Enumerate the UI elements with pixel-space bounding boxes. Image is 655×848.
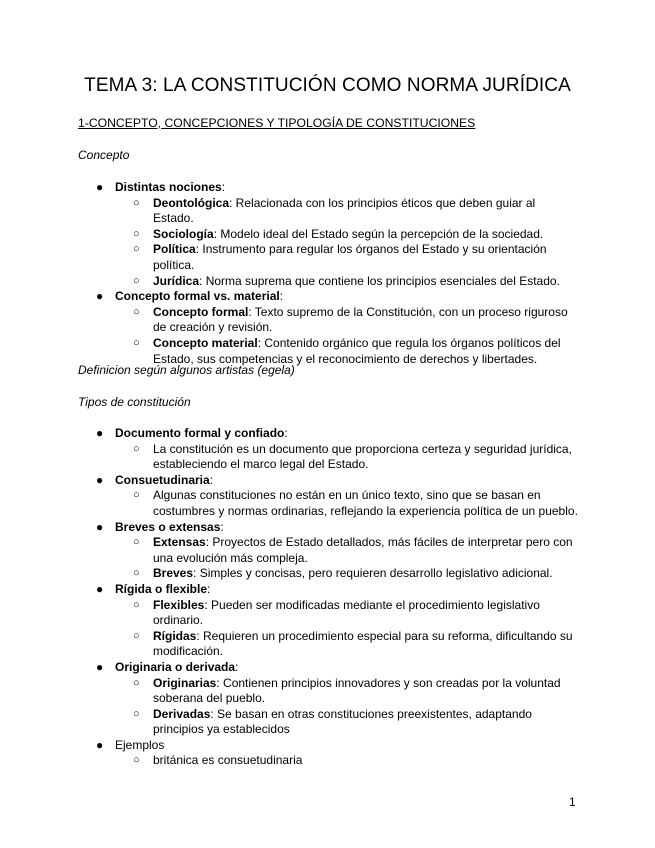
- list-item: [0, 520, 590, 582]
- list-item: [0, 289, 590, 367]
- item-label: Concepto material: [153, 335, 258, 350]
- hollow-bullet-icon: ○: [133, 196, 140, 209]
- item-text: :: [221, 180, 226, 194]
- list-item: [115, 442, 578, 473]
- list-item: [115, 629, 578, 660]
- hollow-bullet-icon: ○: [133, 243, 140, 256]
- hollow-bullet-icon: ○: [133, 274, 140, 287]
- bullet-icon: ●: [96, 289, 104, 304]
- hollow-bullet-icon: ○: [133, 567, 140, 580]
- item-label: Originarias: [153, 675, 217, 690]
- list-item: [0, 660, 590, 738]
- item-text: : Contenido orgánico que regula los órganos políticos del Estado, sus competencias y el reconocimiento de derechos y libertades.: [153, 335, 561, 366]
- sublist: [115, 196, 590, 290]
- list-item: [115, 707, 578, 738]
- item-text: :: [235, 659, 239, 674]
- item-text: :: [207, 581, 211, 596]
- item-text: Ejemplos: [115, 737, 165, 752]
- item-text: : Requieren un procedimiento especial para su reforma, dificultando su modificación.: [153, 628, 573, 659]
- list-item: [115, 227, 578, 243]
- hollow-bullet-icon: ○: [133, 489, 140, 502]
- item-text: La constitución es un documento que proporciona certeza y seguridad jurídica, estableciendo el marco legal del Estado.: [153, 441, 572, 472]
- item-label: Derivadas: [153, 706, 211, 721]
- item-label: Documento formal y confiado: [115, 426, 285, 440]
- item-label: Deontológica: [153, 195, 230, 210]
- hollow-bullet-icon: ○: [133, 629, 140, 642]
- item-text: : Modelo ideal del Estado según la percepción de la sociedad.: [213, 226, 544, 241]
- item-label: Jurídica: [153, 273, 200, 288]
- hollow-bullet-icon: ○: [133, 754, 140, 767]
- item-label: Sociología: [153, 226, 214, 241]
- hollow-bullet-icon: ○: [133, 598, 140, 611]
- list-item: [115, 488, 578, 519]
- item-label: Rígida o flexible: [115, 581, 208, 596]
- list-item: [0, 473, 590, 520]
- item-text: : Pueden ser modificadas mediante el procedimiento legislativo ordinario.: [153, 597, 540, 628]
- item-label: Flexibles: [153, 597, 205, 612]
- bullet-icon: ●: [96, 426, 104, 440]
- subheading-definicion: Definicion según algunos artistas (egela): [78, 363, 295, 377]
- section-heading: 1-CONCEPTO, CONCEPCIONES Y TIPOLOGÍA DE CONSTITUCIONES: [78, 116, 476, 130]
- page-title: TEMA 3: LA CONSTITUCIÓN COMO NORMA JURÍDICA: [84, 75, 571, 96]
- sublist: [115, 305, 590, 367]
- item-text: : Contienen principios innovadores y son creadas por la voluntad soberana del pueblo.: [153, 675, 561, 706]
- item-text: : Simples y concisas, pero requieren desarrollo legislativo adicional.: [193, 566, 553, 581]
- list-item: [115, 598, 578, 629]
- page-number: 1: [569, 795, 576, 809]
- list-item: [115, 305, 578, 336]
- bullet-icon: ●: [96, 180, 104, 194]
- bullet-icon: ●: [96, 737, 104, 752]
- hollow-bullet-icon: ○: [133, 305, 140, 318]
- item-label: Breves: [153, 566, 194, 581]
- sublist: [115, 442, 590, 473]
- list-item: [115, 676, 578, 707]
- list-item: [115, 242, 578, 273]
- list-item: [0, 738, 590, 769]
- hollow-bullet-icon: ○: [133, 536, 140, 549]
- hollow-bullet-icon: ○: [133, 676, 140, 689]
- list-item: [115, 274, 578, 290]
- item-label: Consuetudinaria: [115, 472, 210, 487]
- subheading-tipos: Tipos de constitución: [78, 395, 191, 409]
- sublist: [115, 488, 590, 519]
- hollow-bullet-icon: ○: [133, 336, 140, 349]
- item-text: : Instrumento para regular los órganos del Estado y su orientación política.: [153, 242, 547, 272]
- concepto-list: [0, 180, 590, 367]
- item-text: : Texto supremo de la Constitución, con un proceso riguroso de creación y revisión.: [153, 304, 568, 335]
- bullet-icon: ●: [96, 581, 104, 596]
- item-text: :: [284, 426, 288, 440]
- item-text: :: [279, 289, 284, 304]
- bullet-icon: ●: [96, 472, 104, 487]
- bullet-icon: ●: [96, 519, 104, 534]
- item-label: Concepto formal: [153, 304, 249, 319]
- list-item: [115, 196, 578, 227]
- item-text: británica es consuetudinaria: [153, 753, 303, 768]
- item-label: Distintas nociones: [115, 180, 222, 194]
- sublist: [115, 598, 590, 660]
- item-label: Política: [153, 242, 196, 257]
- tipos-list: [0, 426, 590, 769]
- hollow-bullet-icon: ○: [133, 227, 140, 240]
- bullet-icon: ●: [96, 659, 104, 674]
- item-text: : Se basan en otras constituciones preexistentes, adaptando principios ya establecidos: [153, 706, 532, 737]
- list-item: [0, 426, 590, 473]
- list-item: [0, 582, 590, 660]
- hollow-bullet-icon: ○: [133, 442, 140, 455]
- hollow-bullet-icon: ○: [133, 707, 140, 720]
- item-text: : Norma suprema que contiene los principios esenciales del Estado.: [199, 273, 560, 288]
- item-text: : Relacionada con los principios éticos que deben guiar al Estado.: [153, 195, 536, 226]
- item-text: Algunas constituciones no están en un único texto, sino que se basan en costumbres y normas ordinarias, reflejando la experiencia política de un pueblo.: [153, 488, 578, 518]
- sublist: [115, 676, 590, 738]
- sublist: [115, 535, 590, 582]
- list-item: [0, 180, 590, 289]
- subheading-concepto: Concepto: [78, 148, 130, 162]
- list-item: [115, 753, 578, 769]
- sublist: [115, 753, 590, 769]
- item-label: Extensas: [153, 535, 206, 550]
- item-label: Rígidas: [153, 628, 197, 643]
- item-text: :: [209, 472, 214, 487]
- item-text: : Proyectos de Estado detallados, más fáciles de interpretar pero con una evolución más compleja.: [153, 535, 573, 565]
- list-item: [115, 535, 578, 566]
- item-text: :: [220, 519, 224, 534]
- item-label: Concepto formal vs. material: [115, 289, 280, 304]
- item-label: Breves o extensas: [115, 519, 221, 534]
- list-item: [115, 566, 578, 582]
- item-label: Originaria o derivada: [115, 659, 236, 674]
